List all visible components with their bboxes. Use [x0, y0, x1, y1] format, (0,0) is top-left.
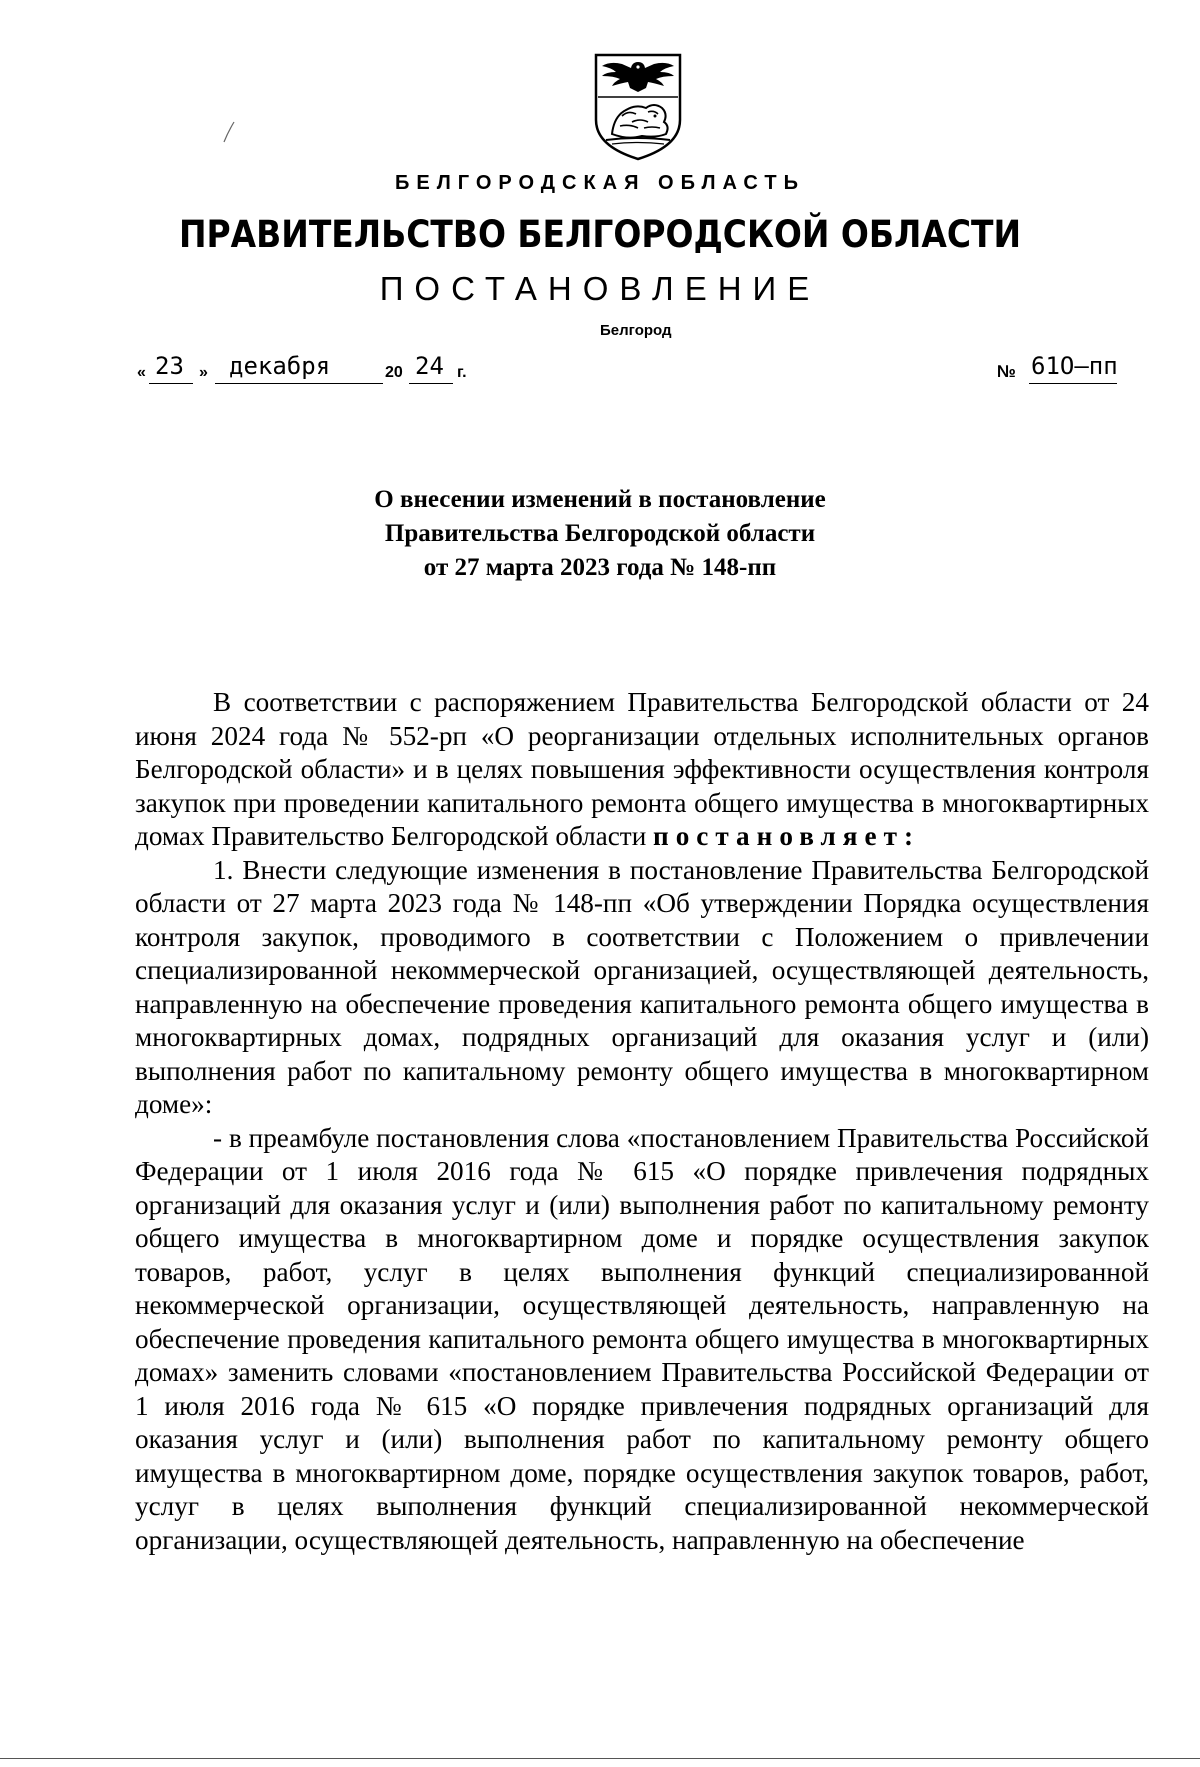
number-value: 61О–пп — [1031, 352, 1118, 380]
document-body — [135, 686, 1149, 1557]
title-line: от 27 марта 2023 года № 148-пп — [423, 554, 777, 581]
city-label: Белгород — [600, 322, 672, 339]
date-open-quote: « — [137, 364, 146, 381]
date-year-rule — [409, 383, 453, 384]
document-title — [0, 483, 1200, 585]
scan-bottom-edge — [0, 1758, 1200, 1759]
number-sign: № — [997, 362, 1016, 381]
title-line: О внесении изменений в постановление — [374, 486, 826, 513]
date-year-prefix: 20 — [385, 364, 403, 381]
resolves-word: постановляет: — [653, 821, 920, 851]
government-title: ПРАВИТЕЛЬСТВО БЕЛГОРОДСКОЙ ОБЛАСТИ — [178, 213, 1022, 256]
document-type: ПОСТАНОВЛЕНИЕ — [379, 270, 821, 307]
region-label: БЕЛГОРОДСКАЯ ОБЛАСТЬ — [395, 172, 805, 194]
document-number — [997, 348, 1122, 384]
number-rule — [1029, 383, 1117, 384]
date-day-rule — [149, 383, 193, 384]
belgorod-coat-of-arms-icon — [592, 52, 684, 162]
paragraph-item-1: 1. Внести следующие изменения в постановление Правительства Белгородской области от 27 марта 2023 года № 148-пп «Об утверждении Порядка осуществления контроля закупок, проводимого в соответствии с Положением о привлечении специализированной некоммерческой организацией, осуществляющей деятельность, направленную на обеспечение проведения капитального ремонта общего имущества в многоквартирных домах, подрядных организаций для оказания услуг и (или) выполнения работ по капитальному ремонту общего имущества в многоквартирном доме»: — [135, 854, 1149, 1119]
date-month-rule — [215, 383, 383, 384]
paragraph-change-1: - в преамбуле постановления слова «постановлением Правительства Российской Федерации от 1 июля 2016 года № 615 «О порядке привлечения подрядных организаций для оказания услуг и (или) выполнения работ по капитальному ремонту общего имущества в многоквартирном доме и порядке осуществления закупок товаров, работ, услуг в целях выполнения функций специализированной некоммерческой организации, осуществляющей деятельность, направленную на обеспечение проведения капитального ремонта общего имущества в многоквартирных домах» заменить словами «постановлением Правительства Российской Федерации от 1 июля 2016 года № 615 «О порядке привлечения подрядных организаций для оказания услуг и (или) выполнения работ по капитальному ремонту общего имущества в многоквартирном доме, порядке осуществления закупок товаров, работ, услуг в целях выполнения функций специализированной некоммерческой организации, осуществляющей деятельность, направленную на обеспечение — [135, 1122, 1149, 1555]
date-day: 23 — [155, 352, 184, 380]
document-date — [137, 348, 477, 384]
title-line: Правительства Белгородской области — [384, 520, 816, 547]
date-year-suffix: 24 — [415, 352, 444, 380]
scan-mark-icon — [222, 120, 236, 144]
date-year-abbrev: г. — [457, 364, 467, 381]
date-month: декабря — [229, 352, 331, 380]
paragraph-preamble — [135, 686, 1149, 854]
preamble-text: В соответствии с распоряжением Правительства Белгородской области от 24 июня 2024 года № 552-рп «О реорганизации отдельных исполнительных органов Белгородской области» и в целях повышения эффективности осуществления контроля закупок при проведении капитального ремонта общего имущества в многоквартирных домах Правительство Белгородской области — [135, 687, 1149, 851]
date-close-quote: » — [199, 364, 208, 381]
